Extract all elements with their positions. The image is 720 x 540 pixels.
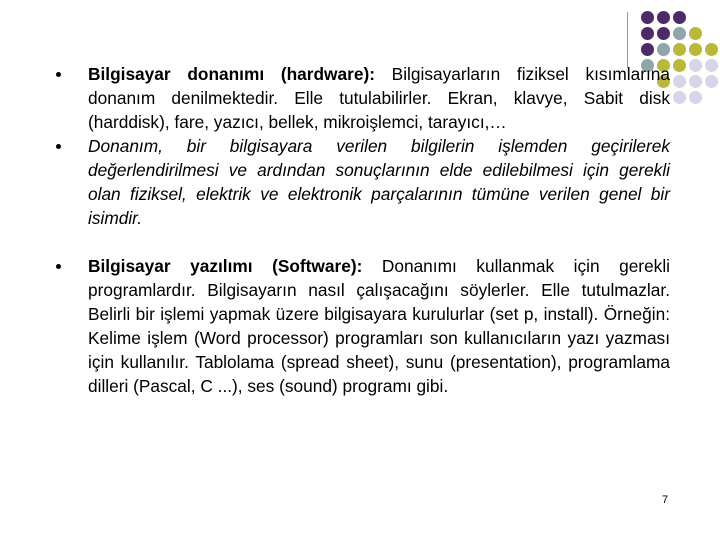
- bullet-item-hardware: [52, 62, 670, 134]
- decorative-vertical-line: [627, 12, 628, 68]
- decor-dot: [641, 43, 654, 56]
- decor-dot: [657, 11, 670, 24]
- decor-dot: [641, 27, 654, 40]
- decor-dot: [689, 43, 702, 56]
- decor-dot: [673, 11, 686, 24]
- decor-dot: [657, 27, 670, 40]
- term-hardware: Bilgisayar donanımı (hardware):: [88, 64, 375, 84]
- decor-dot: [689, 75, 702, 88]
- decor-dot: [673, 59, 686, 72]
- bullet-item-software: [52, 254, 670, 398]
- page-number: 7: [662, 494, 669, 506]
- decor-dot: [673, 75, 686, 88]
- decor-dot: [673, 91, 686, 104]
- decor-dot: [641, 11, 654, 24]
- decor-dot: [657, 43, 670, 56]
- decor-dot: [705, 43, 718, 56]
- bullet-dot-icon: [56, 144, 61, 149]
- definition-hardware-detail: Donanım, bir bilgisayara verilen bilgilerin işlemden geçirilerek değerlendirilmesi ve ardından sonuçlarının elde edilebilmesi için gerekli olan fiziksel, elektrik ve elektronik parçalarının tümüne verilen genel bir isimdir.: [88, 136, 670, 228]
- definition-hardware: Bilgisayarların fiziksel kısımlarına donanım denilmektedir. Elle tutulabilirler. Ekran, klavye, Sabit disk (harddisk), fare, yazıcı, bellek, mikroişlemci, tarayıcı,…: [88, 64, 670, 132]
- decor-dot: [705, 75, 718, 88]
- decor-dot: [689, 27, 702, 40]
- term-software: Bilgisayar yazılımı (Software):: [88, 256, 363, 276]
- decor-dot: [705, 59, 718, 72]
- decor-dot: [673, 43, 686, 56]
- bullet-dot-icon: [56, 264, 61, 269]
- definition-software: Donanımı kullanmak için gerekli programlardır. Bilgisayarın nasıl çalışacağını söylerler. Elle tutulmazlar. Belirli bir işlemi yapmak üzere bilgisayara kurulurlar (set p, install). Örneğin: Kelime işlem (Word processor) programları son kullanıcıların yazı yazması için kullanılır. Tablolama (spread sheet), sunu (presentation), programlama dilleri (Pascal, C ...), ses (sound) programı gibi.: [88, 256, 670, 396]
- bullet-list: [52, 62, 670, 398]
- decor-dot: [689, 91, 702, 104]
- decor-dot: [689, 59, 702, 72]
- decor-dot: [673, 27, 686, 40]
- bullet-dot-icon: [56, 72, 61, 77]
- bullet-item-hardware-detail: [52, 134, 670, 230]
